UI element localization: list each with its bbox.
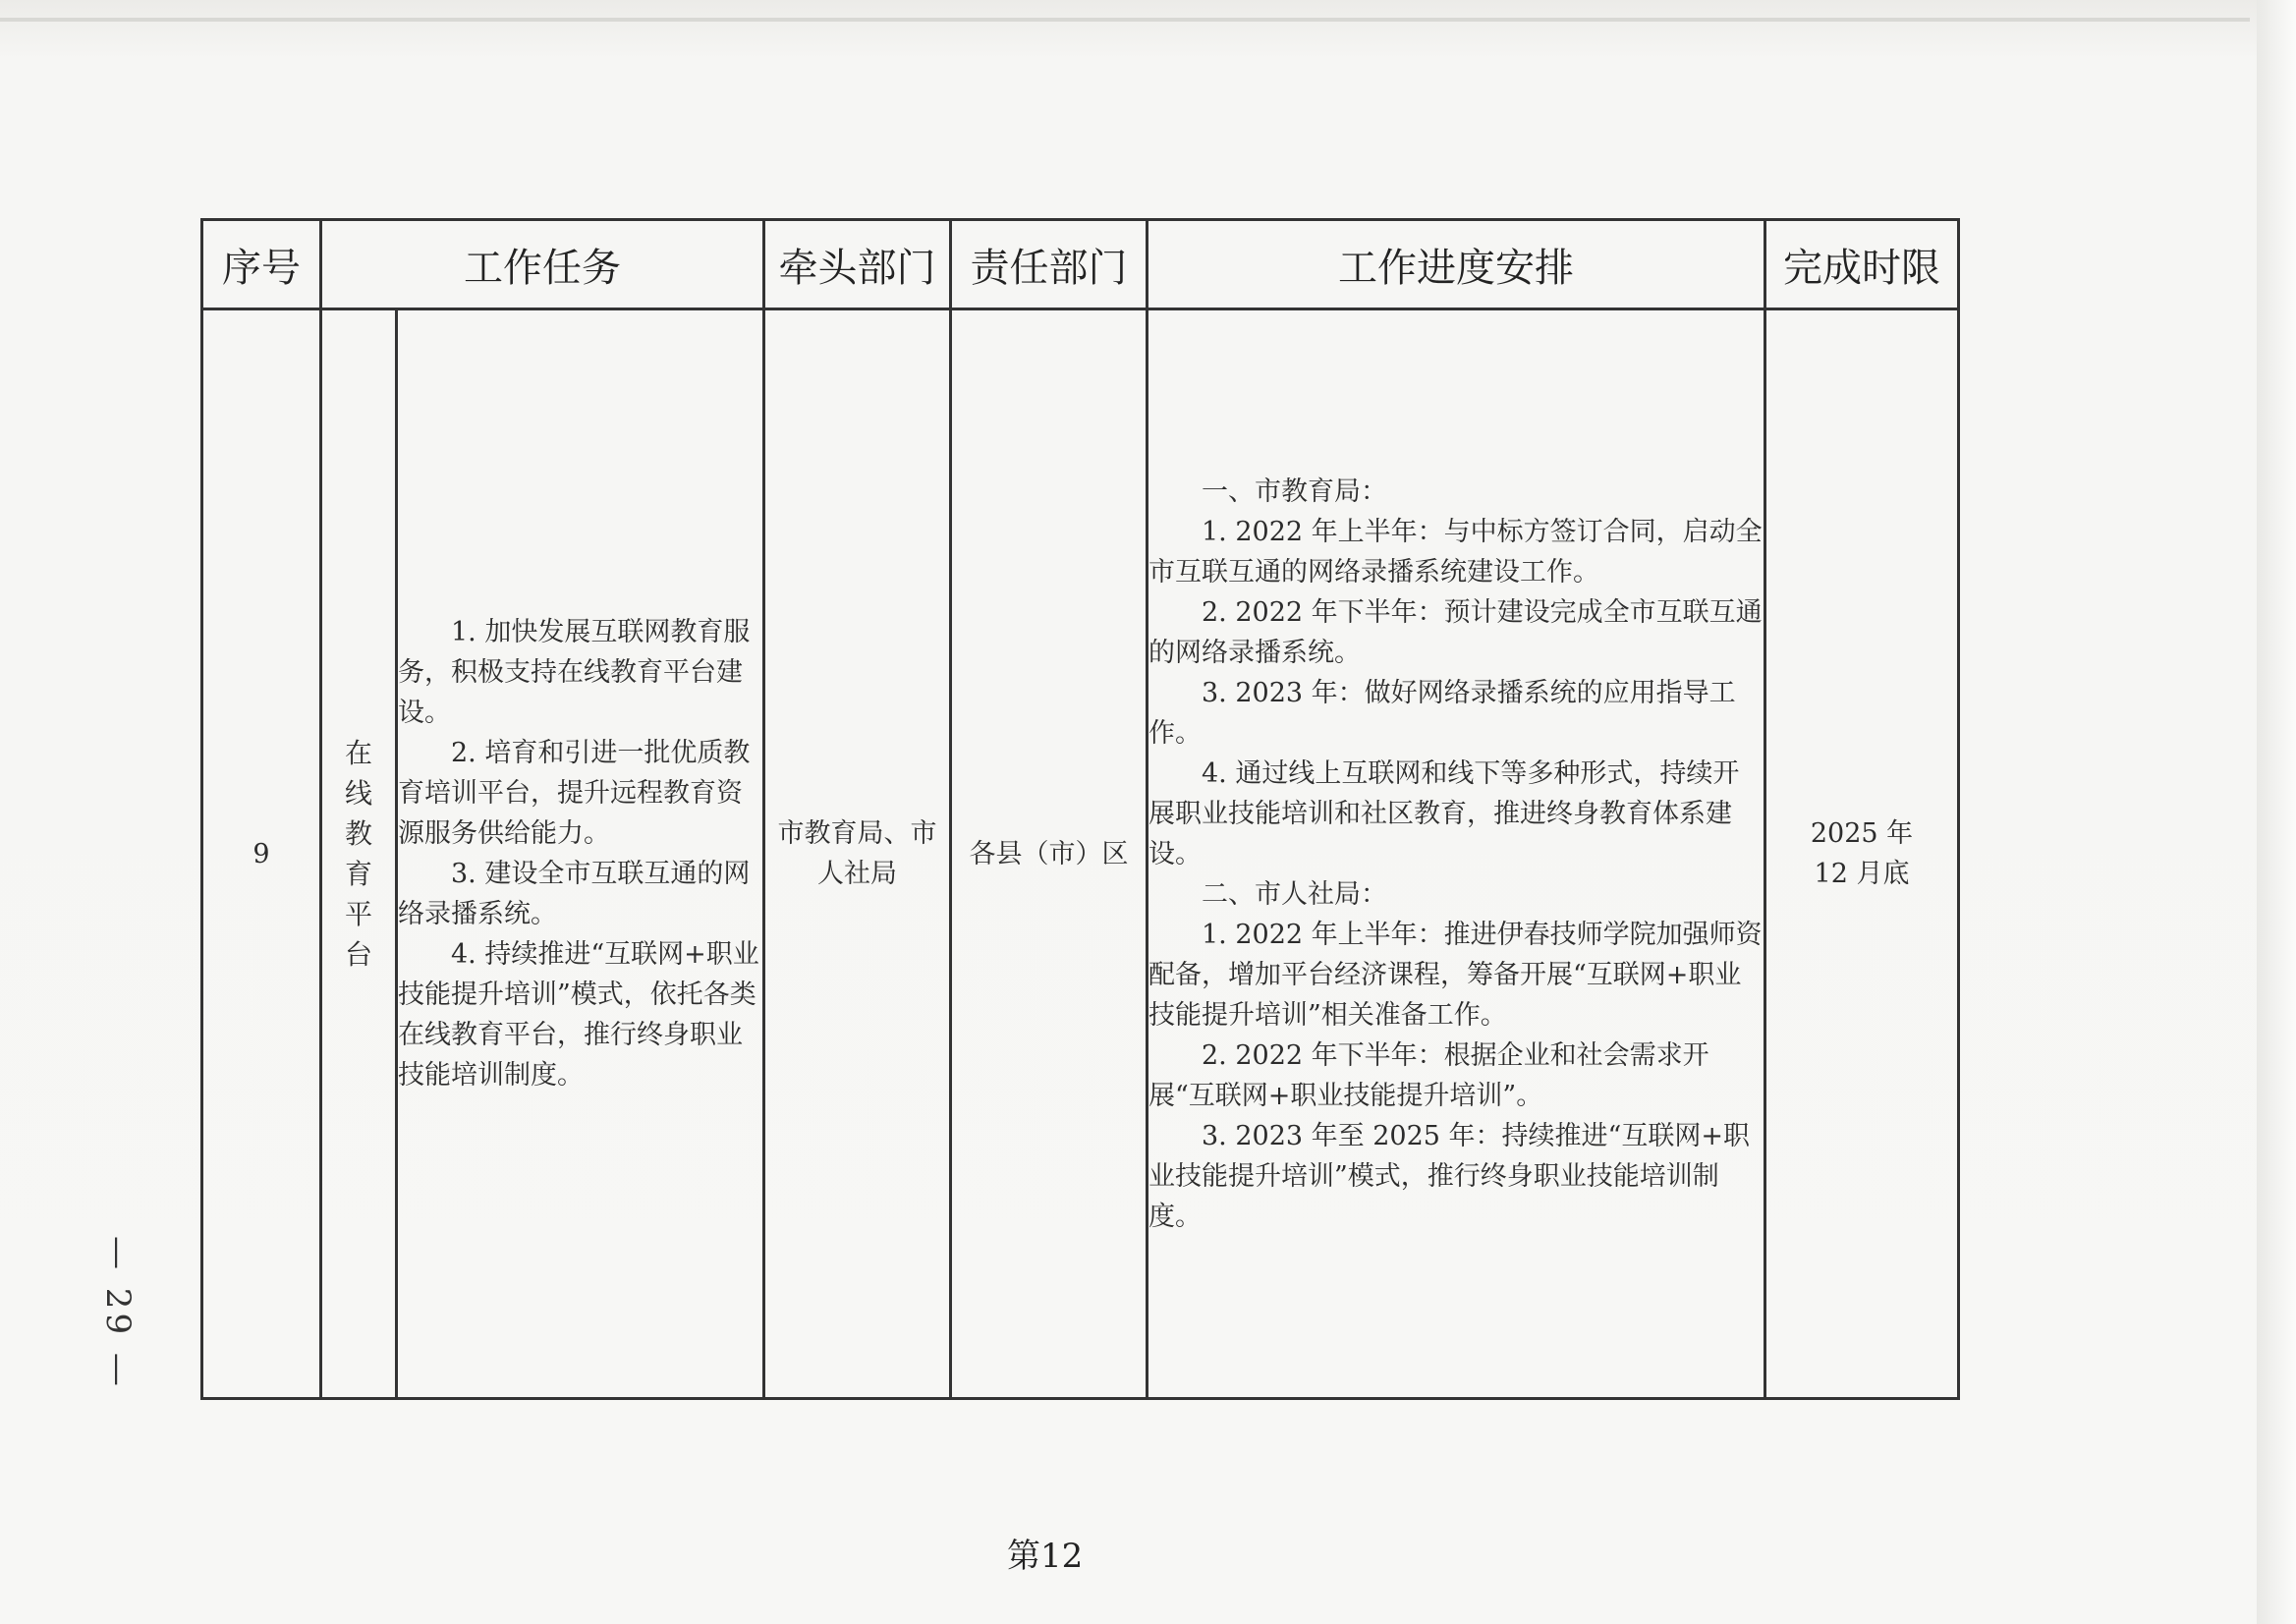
task-item: 1. 加快发展互联网教育服务，积极支持在线教育平台建设。 [398,617,751,728]
schedule-line: 3. 2023 年至 2025 年：持续推进“互联网+职业技能提升培训”模式，推行终身职业技能培训制度。 [1148,1120,1750,1232]
page-right-edge [2257,0,2296,1624]
schedule-line: 1. 2022 年上半年：与中标方签订合同，启动全市互联互通的网络录播系统建设工作。 [1148,516,1763,588]
row-task-name-cell [321,309,397,1399]
row-task-items [397,309,764,1399]
header-lead-dept: 牵头部门 [764,220,951,309]
schedule-line: 3. 2023 年：做好网络录播系统的应用指导工作。 [1148,677,1736,749]
row-schedule [1148,309,1765,1399]
schedule-line: 一、市教育局： [1202,476,1387,507]
page-top-edge [0,18,2250,22]
task-item: 2. 培育和引进一批优质教育培训平台，提升远程教育资源服务供给能力。 [398,738,751,849]
header-seq: 序号 [202,220,321,309]
schedule-line: 4. 通过线上互联网和线下等多种形式，持续开展职业技能培训和社区教育，推进终身教育体系建设。 [1148,757,1740,869]
row-deadline: 2025 年 12 月底 [1765,309,1959,1399]
table-header-row [202,220,1959,309]
row-seq: 9 [202,309,321,1399]
table-row [202,309,1959,1399]
schedule-line: 1. 2022 年上半年：推进伊春技师学院加强师资配备，增加平台经济课程，筹备开展“互联网+职业技能提升培训”相关准备工作。 [1148,919,1763,1031]
row-lead-dept: 市教育局、市人社局 [764,309,951,1399]
schedule-line: 2. 2022 年下半年：根据企业和社会需求开展“互联网+职业技能提升培训”。 [1148,1039,1709,1111]
schedule-line: 2. 2022 年下半年：预计建设完成全市互联互通的网络录播系统。 [1148,596,1763,668]
footer-page-label: 第12 [1007,1537,1084,1576]
row-resp-dept: 各县（市）区 [951,309,1148,1399]
schedule-line: 二、市人社局： [1202,878,1387,910]
header-deadline: 完成时限 [1765,220,1959,309]
side-page-number: — 29 — [98,1236,138,1390]
header-task: 工作任务 [321,220,764,309]
header-resp-dept: 责任部门 [951,220,1148,309]
task-item: 4. 持续推进“互联网+职业技能提升培训”模式，依托各类在线教育平台，推行终身职业技能培训制度。 [398,939,759,1091]
task-table [200,218,1960,1400]
task-item: 3. 建设全市互联互通的网络录播系统。 [398,859,751,929]
header-schedule: 工作进度安排 [1148,220,1765,309]
row-task-name: 在线教育平台 [345,737,373,971]
